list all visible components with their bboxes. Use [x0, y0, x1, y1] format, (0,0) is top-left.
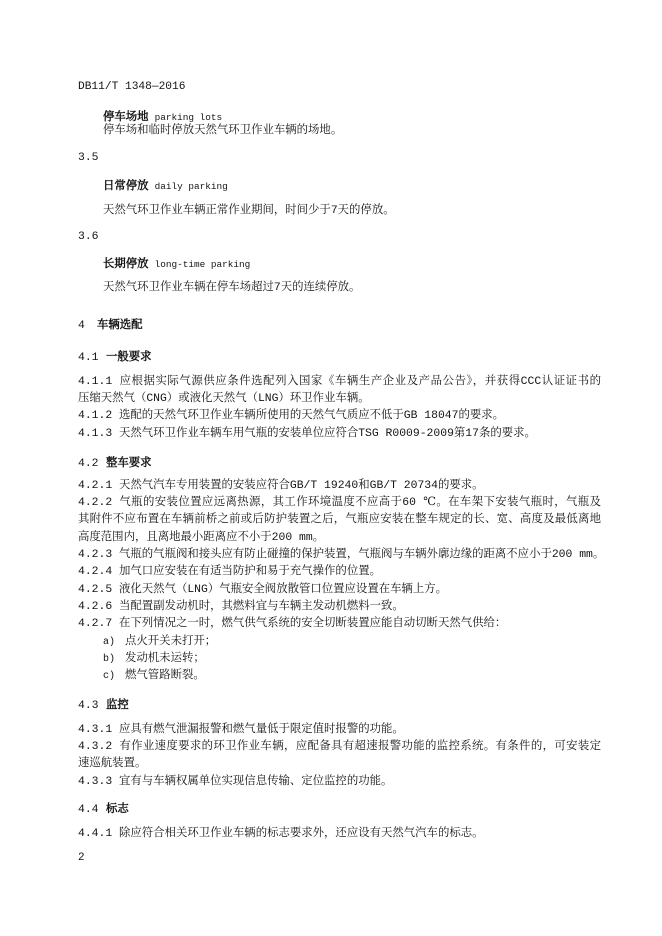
- clause-line: [78, 599, 601, 616]
- list-item-text: 发动机未运转；: [125, 652, 205, 665]
- clause-line: 压缩天然气（CNG）或液化天然气（LNG）环卫作业车辆。: [78, 392, 370, 405]
- term-number: 3.5: [78, 151, 99, 164]
- clause-4-1-3: [78, 426, 601, 443]
- clause-number: 4.3.2: [78, 740, 113, 753]
- term-english: daily parking: [154, 180, 228, 192]
- clause-text: 气瓶的气瓶阀和接头应有防止碰撞的保护装置，气瓶阀与车辆外廓边缘的距离不应小于200 mm。: [119, 548, 605, 561]
- page-number: 2: [78, 851, 85, 864]
- list-marker: a): [103, 636, 116, 648]
- clause-4-2-7: [78, 616, 601, 685]
- clause-4-2-1: [78, 478, 601, 495]
- list-item: [78, 668, 601, 685]
- section-heading: [78, 800, 129, 817]
- clause-4-2-3: [78, 547, 605, 564]
- term-number: 3.6: [78, 230, 99, 243]
- section-clauses: [78, 826, 601, 843]
- term-chinese: 停车场地: [103, 108, 149, 123]
- clause-text: 有作业速度要求的环卫作业车辆，应配备具有超速报警功能的监控系统。有条件的，可安装定: [119, 740, 601, 753]
- term-definition: 天然气环卫作业车辆正常作业期间，时间少于7天的停放。: [103, 204, 395, 217]
- clause-number: 4.2.1: [78, 479, 113, 492]
- clause-4-1-2: [78, 408, 601, 425]
- chapter-title: 车辆选配: [97, 316, 143, 331]
- term-english: parking lots: [154, 111, 223, 123]
- term-chinese: 日常停放: [103, 177, 149, 192]
- term-english: long-time parking: [154, 258, 251, 270]
- clause-number: 4.1.1: [78, 375, 113, 388]
- term-title: [103, 255, 250, 272]
- document-code-header: DB11/T 1348—2016: [78, 81, 186, 93]
- clause-line: [78, 774, 601, 791]
- section-number: 4.1: [78, 351, 99, 364]
- section-title: 一般要求: [106, 348, 152, 363]
- clause-text: 在下列情况之一时，燃气供气系统的安全切断装置应能自动切断天然气供给：: [119, 618, 507, 631]
- clause-line: [78, 582, 601, 599]
- list-marker: b): [103, 653, 116, 665]
- clause-4-2-2: [78, 495, 601, 547]
- clause-number: 4.2.4: [78, 566, 113, 579]
- clause-text: 宜有与车辆权属单位实现信息传输、定位监控的功能。: [119, 775, 393, 788]
- clause-line: [78, 826, 601, 843]
- list-item: [78, 634, 601, 651]
- section-heading: [78, 454, 152, 471]
- clause-line: 高度范围内，且离地最小距离应不小于200 mm。: [78, 531, 325, 544]
- clause-line: [78, 408, 601, 425]
- clause-text: 除应符合相关环卫作业车辆的标志要求外，还应设有天然气汽车的标志。: [119, 827, 484, 840]
- list-item: [78, 651, 601, 668]
- term-title: [103, 177, 228, 194]
- section-clauses: [78, 722, 601, 791]
- section-title: 标志: [106, 800, 129, 815]
- section-number: 4.2: [78, 457, 99, 470]
- clause-text: 加气口应安装在有适当防护和易于充气操作的位置。: [119, 566, 381, 579]
- clause-4-3-2: [78, 739, 601, 774]
- clause-4-2-4: [78, 564, 601, 581]
- clause-text: 天然气环卫作业车辆车用气瓶的安装单位应符合TSG R0009-2009第17条的要求。: [119, 427, 536, 440]
- clause-text: 液化天然气（LNG）气瓶安全阀放散管口位置应设置在车辆上方。: [119, 583, 448, 596]
- clause-line: [78, 564, 601, 581]
- clause-text: 应具有燃气泄漏报警和燃气量低于限定值时报警的功能。: [119, 723, 404, 736]
- clause-4-4-1: [78, 826, 601, 843]
- clause-text: 天然气汽车专用装置的安装应符合GB/T 19240和GB/T 20734的要求。: [119, 479, 484, 492]
- clause-4-3-1: [78, 722, 601, 739]
- clause-line: [78, 739, 601, 756]
- clause-number: 4.2.2: [78, 496, 113, 509]
- clause-number: 4.2.3: [78, 548, 113, 561]
- section-number: 4.3: [78, 699, 99, 712]
- term-definition: 停车场和临时停放天然气环卫作业车辆的场地。: [103, 124, 343, 137]
- list-marker: c): [103, 671, 116, 683]
- clause-number: 4.2.7: [78, 618, 113, 631]
- list-item-text: 燃气管路断裂。: [125, 670, 205, 683]
- clause-text: 选配的天然气环卫作业车辆所使用的天然气气质应不低于GB 18047的要求。: [119, 410, 505, 423]
- clause-4-3-3: [78, 774, 601, 791]
- clause-text: 当配置副发动机时，其燃料宜与车辆主发动机燃料一致。: [119, 600, 404, 613]
- clause-number: 4.1.2: [78, 410, 113, 423]
- clause-line: [78, 616, 601, 633]
- clause-line: [78, 722, 601, 739]
- chapter-number: 4: [78, 319, 85, 332]
- section-title: 监控: [106, 696, 129, 711]
- clause-line: [78, 374, 601, 391]
- section-clauses: [78, 374, 601, 443]
- clause-line: [78, 478, 601, 495]
- clause-number: 4.4.1: [78, 827, 113, 840]
- clause-line: [78, 495, 601, 512]
- term-chinese: 长期停放: [103, 255, 149, 270]
- section-title: 整车要求: [106, 454, 152, 469]
- section-number: 4.4: [78, 803, 99, 816]
- clause-text: 应根据实际气源供应条件选配列入国家《车辆生产企业及产品公告》，并获得CCC认证证书的: [119, 375, 601, 388]
- clause-line: 速巡航装置。: [78, 758, 147, 771]
- clause-line: [78, 426, 601, 443]
- clause-4-1-1: [78, 374, 601, 409]
- chapter-heading: [78, 316, 143, 333]
- clause-4-2-6: [78, 599, 601, 616]
- list-item-text: 点火开关未打开；: [125, 635, 217, 648]
- term-definition: 天然气环卫作业车辆在停车场超过7天的连续停放。: [103, 281, 361, 294]
- clause-line: 其附件不应布置在车辆前桥之前或后防护装置之后，气瓶应安装在整车规定的长、宽、高度及最低离地: [78, 514, 601, 527]
- section-heading: [78, 696, 129, 713]
- clause-number: 4.1.3: [78, 427, 113, 440]
- section-heading: [78, 348, 152, 365]
- clause-number: 4.3.1: [78, 723, 113, 736]
- clause-number: 4.2.6: [78, 600, 113, 613]
- clause-line: [78, 547, 605, 564]
- clause-4-2-5: [78, 582, 601, 599]
- section-clauses: [78, 478, 605, 686]
- clause-number: 4.3.3: [78, 775, 113, 788]
- clause-number: 4.2.5: [78, 583, 113, 596]
- clause-text: 气瓶的安装位置应远离热源，其工作环境温度不应高于60 ℃。在车架下安装气瓶时，气瓶及: [119, 496, 601, 509]
